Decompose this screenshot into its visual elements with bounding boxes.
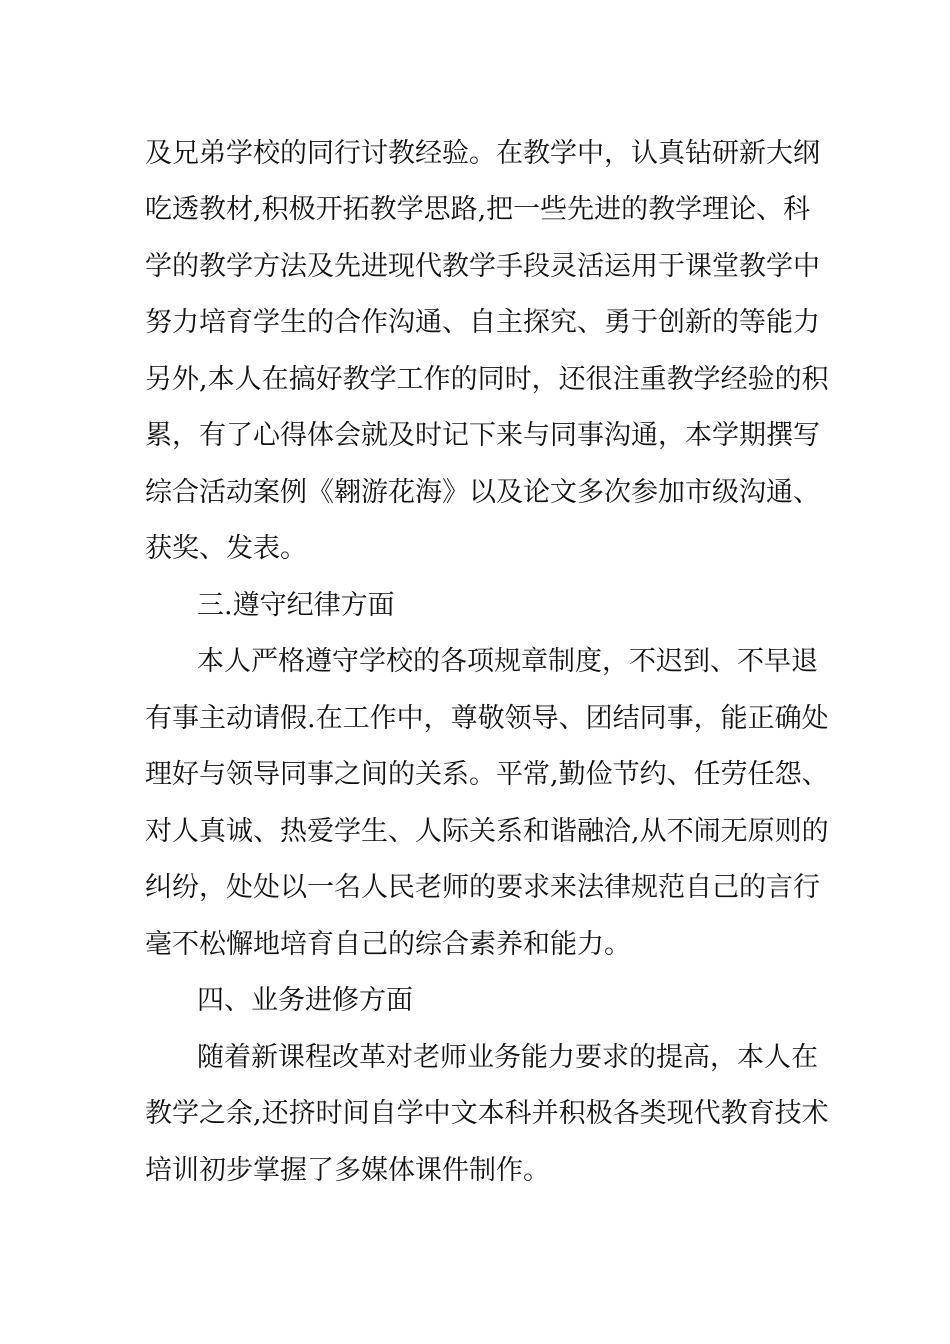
paragraph-line: 获奖、发表。 xyxy=(145,533,307,564)
paragraph-line: 毫不松懈地培育自己的综合素养和能力。 xyxy=(145,929,631,960)
paragraph-line: 对人真诚、热爱学生、人际关系和谐融洽,从不闹无原则的 xyxy=(145,816,829,847)
paragraph-line: 教学之余,还挤时间自学中文本科并积极各类现代教育技术 xyxy=(145,1098,829,1129)
paragraph-line: 有事主动请假.在工作中，尊敬领导、团结同事，能正确处 xyxy=(145,703,829,734)
section-heading: 三.遵守纪律方面 xyxy=(197,590,395,621)
paragraph-line: 吃透教材,积极开拓教学思路,把一些先进的教学理论、科 xyxy=(145,194,811,225)
section-heading: 四、业务进修方面 xyxy=(197,985,413,1016)
paragraph-line: 累，有了心得体会就及时记下来与同事沟通，本学期撰写 xyxy=(145,420,820,451)
paragraph-line: 及兄弟学校的同行讨教经验。在教学中，认真钻研新大纲 xyxy=(145,138,820,169)
paragraph-line: 纠纷，处处以一名人民老师的要求来法律规范自己的言行 xyxy=(145,872,820,903)
paragraph-line: 综合活动案例《翱游花海》以及论文多次参加市级沟通、 xyxy=(145,477,820,508)
paragraph-line: 理好与领导同事之间的关系。平常,勤俭节约、任劳任怨、 xyxy=(145,759,829,790)
paragraph-line: 努力培育学生的合作沟通、自主探究、勇于创新的等能力 xyxy=(145,307,820,338)
paragraph-line: 另外,本人在搞好教学工作的同时，还很注重教学经验的积 xyxy=(145,364,829,395)
paragraph-line: 培训初步掌握了多媒体课件制作。 xyxy=(145,1155,550,1186)
paragraph-line: 本人严格遵守学校的各项规章制度，不迟到、不早退 xyxy=(197,646,818,677)
paragraph-line: 学的教学方法及先进现代教学手段灵活运用于课堂教学中 xyxy=(145,251,820,282)
paragraph-line: 随着新课程改革对老师业务能力要求的提高，本人在 xyxy=(197,1042,818,1073)
